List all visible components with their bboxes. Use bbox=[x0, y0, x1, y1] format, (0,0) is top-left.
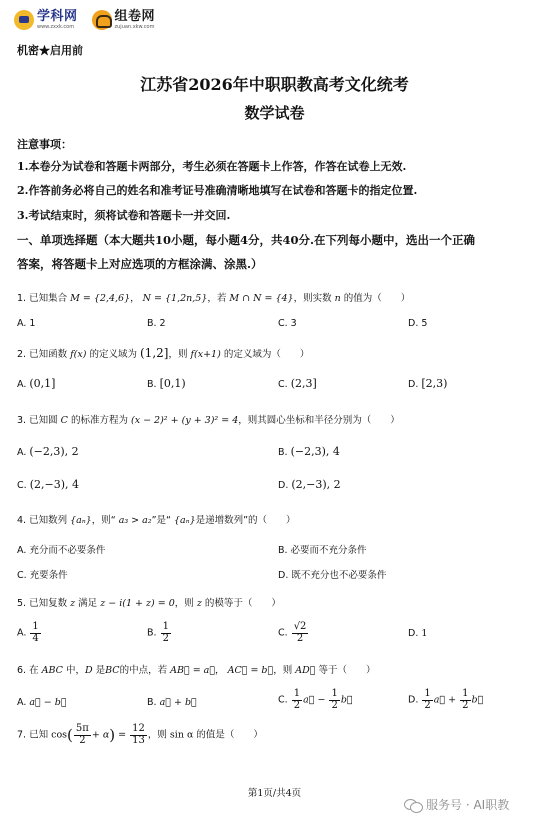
secret-mark: 机密★启用前 bbox=[17, 44, 83, 57]
q6-point-d: D bbox=[84, 665, 93, 676]
q4-option-c: C. 充要条件 bbox=[17, 570, 68, 581]
zujuan-logo-icon bbox=[92, 10, 112, 30]
q4-option-d: D. 既不充分也不必要条件 bbox=[278, 570, 387, 581]
notes-heading: 注意事项： bbox=[17, 138, 72, 151]
q1-prefix: 1. 已知集合 bbox=[17, 293, 68, 304]
q1-option-b: B. 2 bbox=[147, 318, 166, 329]
q6-option-b: B. a⃗ + b⃗ bbox=[147, 697, 197, 708]
q5-equation: z − i(1 + z) = 0 bbox=[100, 598, 175, 609]
q6-mid3: 的中点，若 bbox=[119, 665, 168, 676]
q6-vector-ac: AC⃗ = b⃗ bbox=[227, 665, 274, 676]
logo-url: www.zxxk.com bbox=[37, 24, 75, 30]
q4-option-a: A. 充分而不必要条件 bbox=[17, 545, 106, 556]
q5-option-a: A. $\frac{1}{4}$ bbox=[17, 621, 39, 644]
q5-option-b: B. $\frac{1}{2}$ bbox=[147, 621, 169, 644]
q6-vector-ad: AD⃗ bbox=[295, 665, 316, 676]
logo-url: zujuan.xkw.com bbox=[114, 24, 155, 30]
q4-mid2: ”是“ bbox=[151, 515, 171, 526]
q4-sequence: {aₙ} bbox=[70, 515, 92, 526]
question-5 bbox=[17, 595, 281, 609]
q4-end: 是递增数列”的（ ） bbox=[195, 515, 296, 526]
note-2: 2.作答前务必将自己的姓名和准考证号准确清晰地填写在试卷和答题卡的指定位置. bbox=[17, 184, 418, 197]
q7-sin: sin α bbox=[169, 729, 194, 741]
q5-option-c: C. $\frac{√2}{2}$ bbox=[278, 621, 307, 644]
q3-option-c: C. (2,−3), 4 bbox=[17, 478, 79, 491]
question-1 bbox=[17, 290, 410, 304]
q6-mid2: 是 bbox=[95, 665, 106, 676]
q2-end: 的定义域为（ ） bbox=[223, 349, 310, 360]
q6-vector-ab: AB⃗ = a⃗ bbox=[170, 665, 216, 676]
q6-option-a: A. a⃗ − b⃗ bbox=[17, 697, 67, 708]
q4-mid: ，则“ bbox=[91, 515, 116, 526]
q5-var-2: z bbox=[196, 598, 202, 609]
q5-option-d: D. 1 bbox=[408, 628, 428, 639]
q5-var: z bbox=[70, 598, 76, 609]
q1-option-c: C. 3 bbox=[278, 318, 297, 329]
question-2 bbox=[17, 346, 309, 360]
q2-domain: (1,2] bbox=[140, 346, 169, 360]
q6-triangle: ABC bbox=[41, 665, 63, 676]
q3-option-b: B. (−2,3), 4 bbox=[278, 445, 340, 458]
q3-option-d: D. (2,−3), 2 bbox=[278, 478, 341, 491]
q4-condition: a₃ > a₂ bbox=[118, 515, 152, 526]
q6-option-c: C. $\frac{1}{2}$ a⃗ − $\frac{1}{2}$ b⃗ bbox=[278, 688, 353, 711]
q4-prefix: 4. 已知数列 bbox=[17, 515, 68, 526]
q1-condition: M ∩ N = {4} bbox=[229, 293, 294, 304]
q4-option-b: B. 必要而不充分条件 bbox=[278, 545, 367, 556]
q5-end: 的模等于（ ） bbox=[204, 598, 281, 609]
watermark-text: 服务号 · AI职教 bbox=[426, 798, 510, 812]
q2-option-c: C. (2,3] bbox=[278, 377, 317, 390]
q6-option-d: D. $\frac{1}{2}$ a⃗ + $\frac{1}{2}$ b⃗ bbox=[408, 688, 484, 711]
q1-tail: ，则实数 bbox=[293, 293, 332, 304]
logo-zxxk bbox=[14, 10, 78, 30]
q4-sequence-2: {aₙ} bbox=[174, 515, 196, 526]
header-logos bbox=[14, 10, 155, 30]
page-footer: 第1页/共4页 bbox=[247, 788, 302, 799]
q2-option-d: D. [2,3) bbox=[408, 377, 448, 390]
q1-option-a: A. 1 bbox=[17, 318, 36, 329]
q2-prefix: 2. 已知函数 bbox=[17, 349, 68, 360]
q2-mid2: ，则 bbox=[168, 349, 188, 360]
exam-subject: 数学试卷 bbox=[244, 104, 305, 122]
q2-option-b: B. [0,1) bbox=[147, 377, 186, 390]
q3-option-a: A. (−2,3), 2 bbox=[17, 445, 79, 458]
q6-segment: BC bbox=[105, 665, 120, 676]
q2-f2: f(x+1) bbox=[190, 349, 221, 360]
q1-end: 的值为（ ） bbox=[343, 293, 411, 304]
q1-option-d: D. 5 bbox=[408, 318, 428, 329]
q6-end: 等于（ ） bbox=[318, 665, 376, 676]
q7-cos: cos bbox=[51, 729, 68, 741]
section-heading-line2: 答案，将答题卡上对应选项的方框涂满、涂黑.） bbox=[17, 257, 263, 271]
q3-equation: (x − 2)² + (y + 3)² = 4 bbox=[130, 415, 239, 426]
q1-mid: ，若 bbox=[207, 293, 227, 304]
q1-var: n bbox=[334, 293, 341, 304]
q3-circle: C bbox=[60, 415, 68, 426]
q1-set-m: M = {2,4,6} bbox=[70, 293, 131, 304]
q1-sep: ， bbox=[130, 293, 140, 304]
watermark bbox=[404, 796, 509, 813]
q7-end: 的值是（ ） bbox=[196, 729, 263, 741]
q3-end: ，则其圆心坐标和半径分别为（ ） bbox=[238, 415, 400, 426]
q2-f1: f(x) bbox=[70, 349, 87, 360]
q6-mid4: ，则 bbox=[273, 665, 293, 676]
question-6 bbox=[17, 662, 376, 676]
logo-zujuan bbox=[92, 10, 156, 30]
q2-mid: 的定义域为 bbox=[89, 349, 137, 360]
q3-mid: 的标准方程为 bbox=[70, 415, 128, 426]
q7-mid: ，则 bbox=[147, 729, 167, 741]
exam-title: 江苏省2026年中职职教高考文化统考 bbox=[140, 75, 409, 94]
q6-mid: 中， bbox=[65, 665, 85, 676]
note-3: 3.考试结束时，须将试卷和答题卡一并交回. bbox=[17, 209, 231, 222]
q7-prefix: 7. 已知 bbox=[17, 729, 49, 741]
q6-sep: ， bbox=[215, 665, 225, 676]
section-heading-line1: 一、单项选择题（本大题共10小题，每小题4分，共40分.在下列每小题中，选出一个正确 bbox=[17, 233, 476, 247]
q5-prefix: 5. 已知复数 bbox=[17, 598, 68, 609]
note-1: 1.本卷分为试卷和答题卡两部分，考生必须在答题卡上作答，作答在试卷上无效. bbox=[17, 160, 407, 173]
question-4 bbox=[17, 512, 296, 526]
question-3 bbox=[17, 412, 400, 426]
logo-name: 学科网 bbox=[37, 9, 78, 24]
logo-name: 组卷网 bbox=[114, 9, 156, 24]
zxxk-logo-icon bbox=[14, 10, 34, 30]
q5-mid: 满足 bbox=[78, 598, 98, 609]
q7-plus-alpha: + α bbox=[91, 729, 110, 741]
q1-set-n: N = {1,2n,5} bbox=[142, 293, 208, 304]
wechat-icon bbox=[404, 798, 422, 812]
question-7: 7. 已知 cos( $\frac{5\pi}{2}$ + α) = $\frac{12}{13}$ ，则 sin α 的值是（ ） bbox=[17, 723, 263, 746]
q7-eq: = bbox=[118, 729, 127, 741]
q3-prefix: 3. 已知圆 bbox=[17, 415, 58, 426]
q6-prefix: 6. 在 bbox=[17, 665, 39, 676]
q2-option-a: A. (0,1] bbox=[17, 377, 56, 390]
q5-mid2: ，则 bbox=[174, 598, 194, 609]
